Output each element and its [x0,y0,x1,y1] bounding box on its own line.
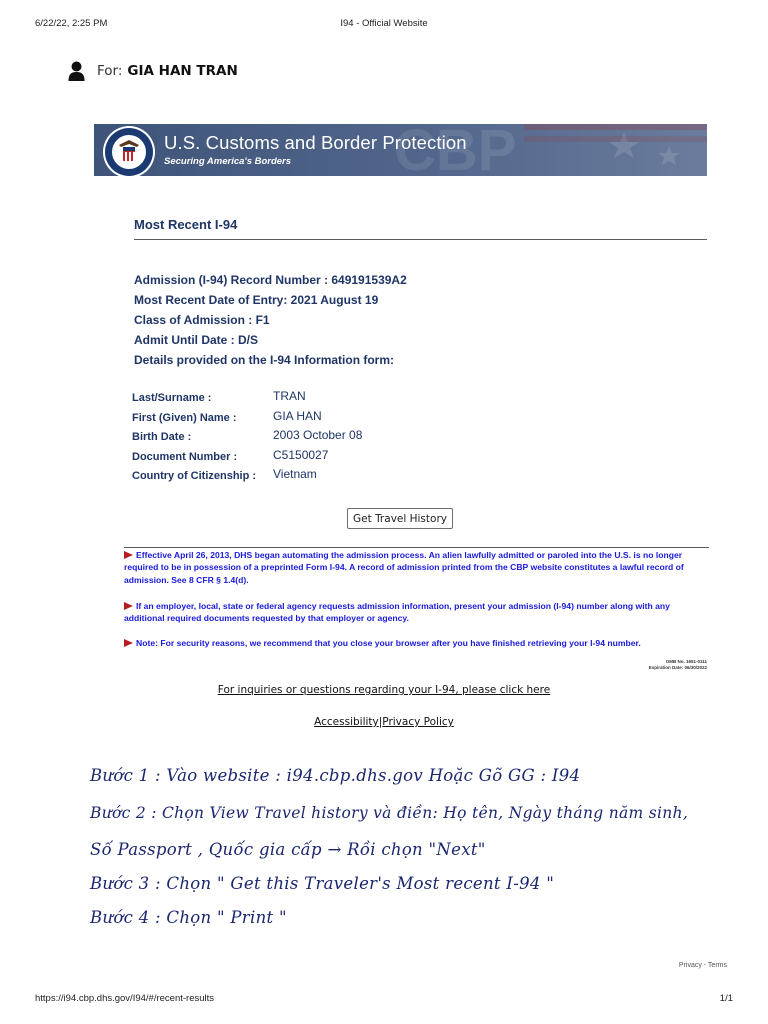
detail-value: TRAN [273,389,306,403]
cbp-banner [94,124,707,176]
svg-text:CBP: CBP [394,124,517,176]
link-separator: | [378,716,383,728]
notice-text: If an employer, local, state or federal agency requests admission information, present your admission (I-94) number along with any additional required documents requested by that employer or agency. [124,601,670,624]
detail-value: Vietnam [273,467,317,481]
banner-title: U.S. Customs and Border Protection [164,132,467,153]
detail-label: Country of Citizenship : [132,470,257,482]
accessibility-link[interactable]: Accessibility [314,716,379,728]
privacy-policy-link[interactable]: Privacy Policy [382,716,454,728]
section-divider [134,239,707,240]
detail-value: GIA HAN [273,408,322,423]
traveler-line [68,58,238,84]
notice-security [124,637,709,649]
print-url: https://i94.cbp.dhs.gov/I94/#/recent-results [35,993,215,1004]
notice-text: Effective April 26, 2013, DHS began automating the admission process. An alien lawfully admitted or paroled into the U.S. is no longer required to be in possession of a preprinted Form I-94. A record of admission printed from the CBP website constitutes a lawful record of admission. See 8 CFR § 1.4(d). [124,550,684,585]
omb-number: OMB No. 1651-0111 [665,659,707,664]
detail-label: Document Number : [132,450,238,463]
notice-text: Note: For security reasons, we recommend that you close your browser after you have finished retrieving your I-94 number. [136,638,641,648]
handwritten-step-2: Bước 2 : Chọn View Travel history và điền: Họ tên, Ngày tháng năm sinh, [90,804,689,822]
handwritten-step-2-cont: Số Passport , Quốc gia cấp → Rồi chọn "Next" [90,840,486,859]
admit-until-date: Admit Until Date : D/S [134,333,259,347]
banner-subtitle: Securing America's Borders [164,156,292,167]
notice-marker-icon [124,551,133,559]
omb-expiration: Expiration Date: 06/30/2022 [648,665,707,670]
section-title: Most Recent I-94 [134,217,238,232]
detail-value: 2003 October 08 [273,428,363,442]
print-page-number: 1/1 [719,993,733,1004]
notice-divider [124,547,709,548]
handwritten-step-4: Bước 4 : Chọn " Print " [90,908,287,927]
user-icon [68,61,85,81]
footer-links [0,716,768,728]
recaptcha-terms[interactable]: Privacy - Terms [678,962,727,969]
get-travel-history-button[interactable]: Get Travel History [347,508,453,529]
entry-date: Most Recent Date of Entry: 2021 August 19 [134,293,379,307]
detail-label: Birth Date : [132,431,192,443]
detail-label: Last/Surname : [132,392,212,404]
notice-marker-icon [124,639,133,647]
handwritten-step-3: Bước 3 : Chọn " Get this Traveler's Most recent I-94 " [90,874,555,893]
omb-info [649,659,707,671]
detail-label: First (Given) Name : [132,411,237,424]
handwritten-step-1: Bước 1 : Vào website : i94.cbp.dhs.gov Hoặc Gõ GG : I94 [90,766,581,785]
class-of-admission: Class of Admission : F1 [134,313,270,327]
inquiries-link[interactable]: For inquiries or questions regarding your I-94, please click here [217,684,551,696]
notice-marker-icon [124,602,133,610]
record-number: Admission (I-94) Record Number : 649191539A2 [134,273,407,287]
details-heading: Details provided on the I-94 Information form: [134,353,395,367]
print-footer [35,993,733,1005]
cbp-seal-icon [102,125,156,176]
for-label: For: [97,63,123,79]
notice-automation [124,549,709,586]
print-header [35,18,733,32]
handwritten-notes [84,758,716,943]
inquiries-line [0,684,768,696]
print-page-title: I94 - Official Website [340,18,428,29]
admission-summary [134,271,407,371]
detail-value: C5150027 [273,447,329,462]
notice-employer [124,600,709,625]
traveler-name: GIA HAN TRAN [127,63,238,79]
print-date: 6/22/22, 2:25 PM [35,18,108,29]
